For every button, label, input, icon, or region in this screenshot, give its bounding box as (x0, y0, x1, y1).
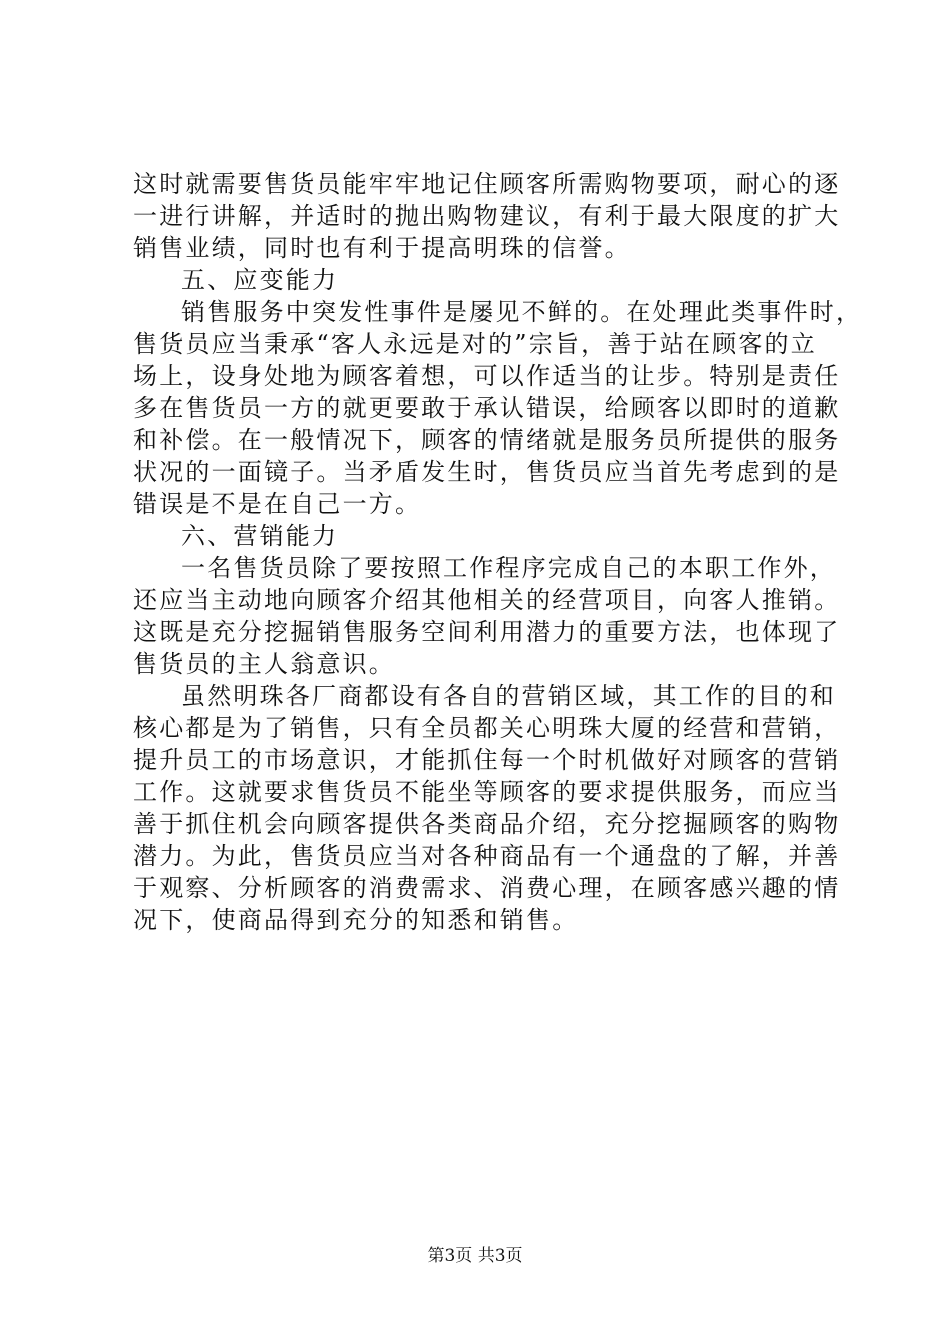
text-line: 潜力。为此，售货员应当对各种商品有一个通盘的了解，并善 (133, 842, 841, 870)
text-line: 这时就需要售货员能牢牢地记住顾客所需购物要项，耐心的逐 (133, 170, 841, 198)
text-line: 销售服务中突发性事件是屡见不鲜的。在处理此类事件时， (181, 298, 863, 326)
text-line: 售货员应当秉承“客人永远是对的”宗旨，善于站在顾客的立 (133, 330, 817, 358)
text-line: 核心都是为了销售，只有全员都关心明珠大厦的经营和营销， (133, 714, 841, 742)
text-line: 多在售货员一方的就更要敢于承认错误，给顾客以即时的道歉 (133, 394, 841, 422)
text-line: 五、应变能力 (181, 266, 339, 294)
text-line: 六、营销能力 (181, 522, 339, 550)
page-footer: 第3页 共3页 (427, 1246, 523, 1266)
text-line: 工作。这就要求售货员不能坐等顾客的要求提供服务，而应当 (133, 778, 841, 806)
text-line: 错误是不是在自己一方。 (133, 490, 422, 518)
text-line: 于观察、分析顾客的消费需求、消费心理，在顾客感兴趣的情 (133, 874, 841, 902)
text-line: 善于抓住机会向顾客提供各类商品介绍，充分挖掘顾客的购物 (133, 810, 841, 838)
text-line: 一进行讲解，并适时的抛出购物建议，有利于最大限度的扩大 (133, 202, 841, 230)
text-line: 提升员工的市场意识，才能抓住每一个时机做好对顾客的营销 (133, 746, 841, 774)
text-line: 场上，设身处地为顾客着想，可以作适当的让步。特别是责任 (133, 362, 841, 390)
text-line: 虽然明珠各厂商都设有各自的营销区域，其工作的目的和 (181, 682, 836, 710)
text-line: 还应当主动地向顾客介绍其他相关的经营项目，向客人推销。 (133, 586, 841, 614)
document-body (133, 168, 863, 936)
text-line: 售货员的主人翁意识。 (133, 650, 395, 678)
text-line: 状况的一面镜子。当矛盾发生时，售货员应当首先考虑到的是 (133, 458, 841, 486)
text-line: 销售业绩，同时也有利于提高明珠的信誉。 (133, 234, 631, 262)
text-line: 一名售货员除了要按照工作程序完成自己的本职工作外， (181, 554, 836, 582)
text-line: 这既是充分挖掘销售服务空间利用潜力的重要方法，也体现了 (133, 618, 841, 646)
text-line: 和补偿。在一般情况下，顾客的情绪就是服务员所提供的服务 (133, 426, 841, 454)
text-line: 况下，使商品得到充分的知悉和销售。 (133, 906, 579, 934)
